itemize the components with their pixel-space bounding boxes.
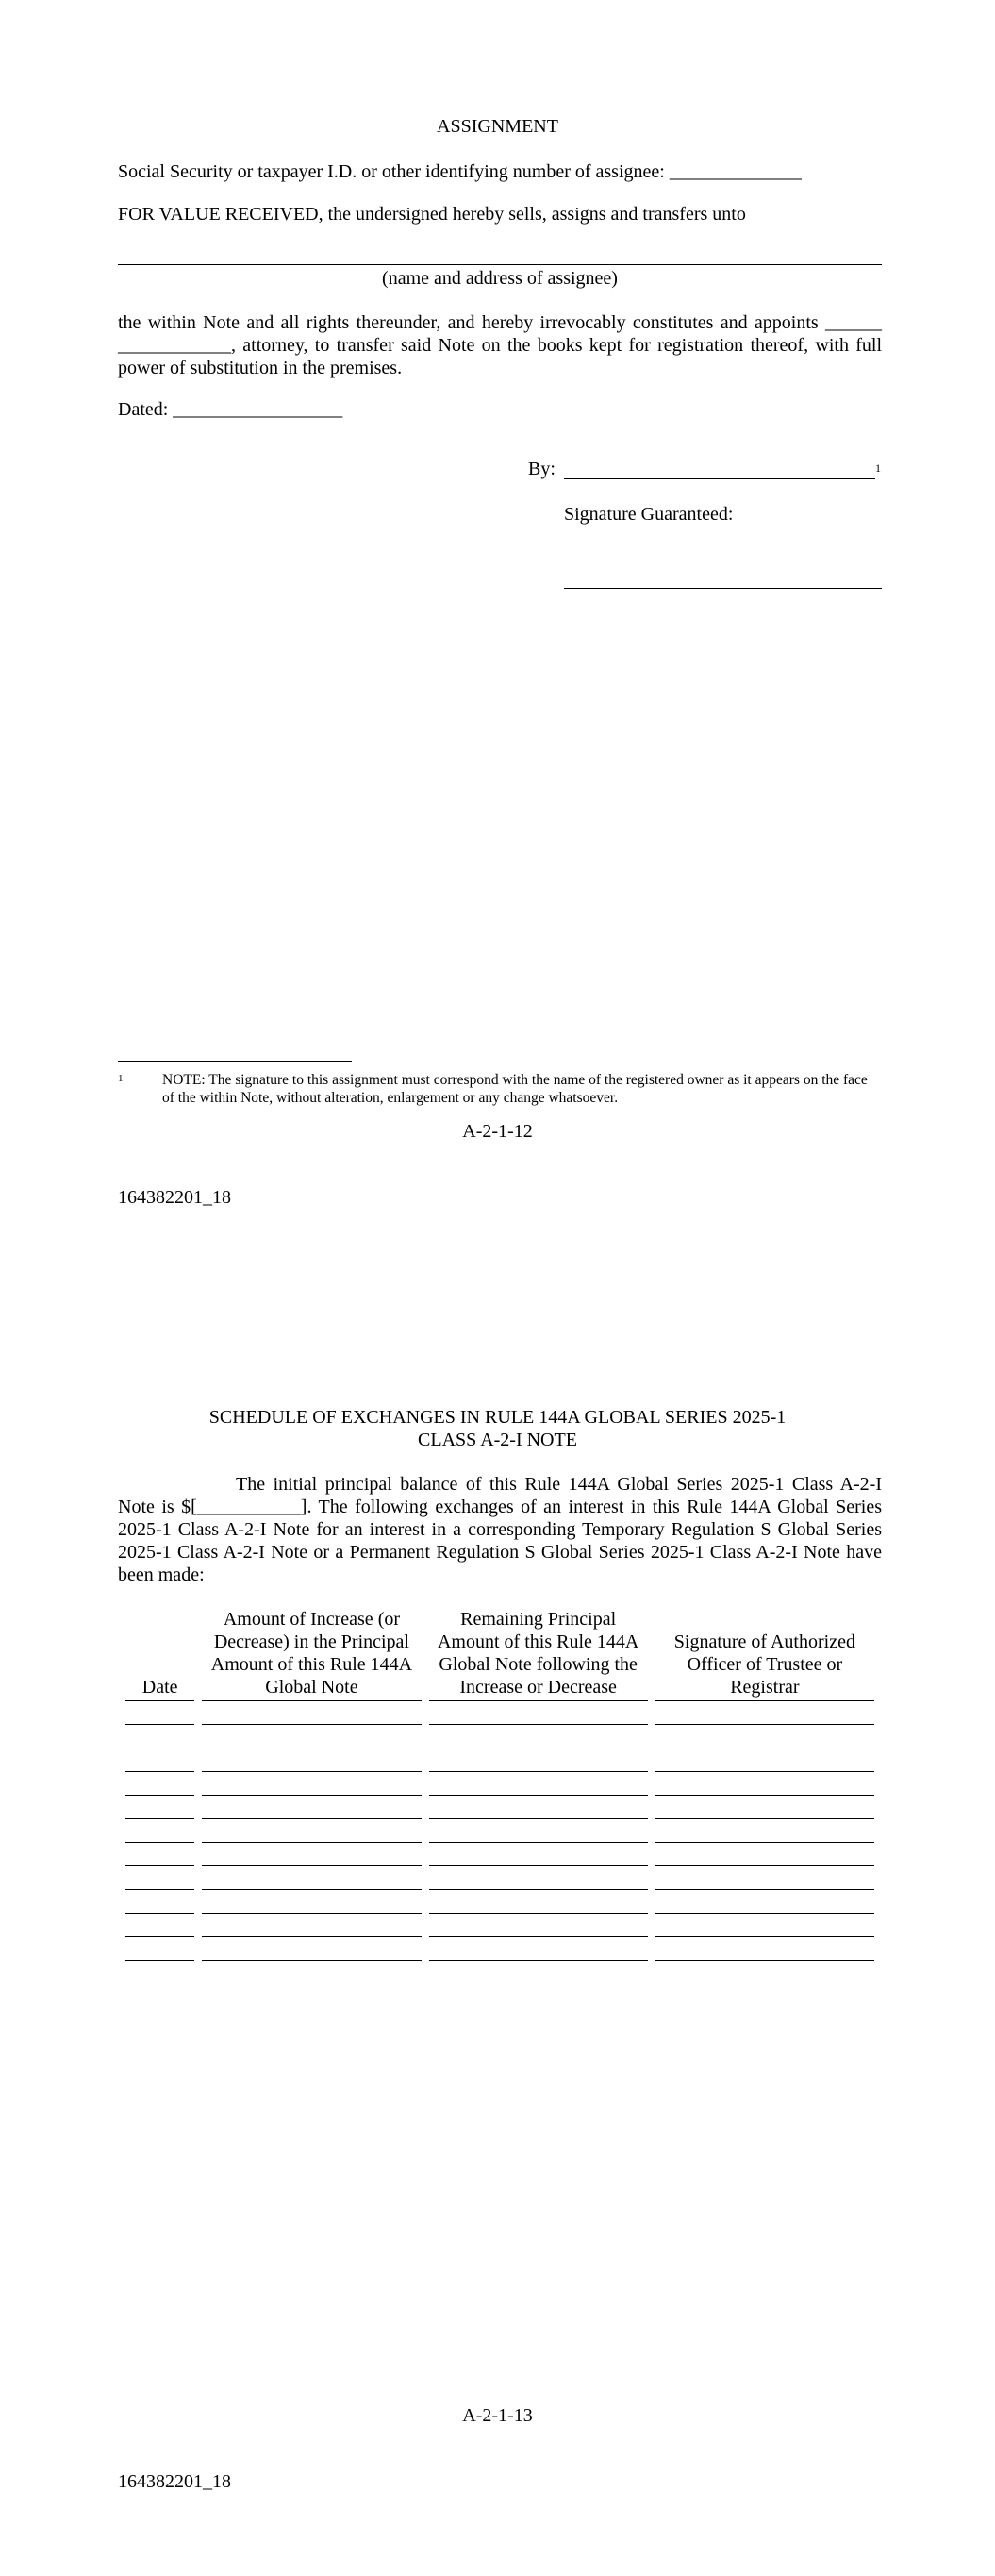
cell-date [125, 1914, 194, 1937]
cell-date [125, 1748, 194, 1772]
page-number: A-2-1-13 [462, 2405, 533, 2426]
schedule-title: SCHEDULE OF EXCHANGES IN RULE 144A GLOBAL SERIES 2025-1 [208, 1407, 787, 1428]
schedule-subtitle: CLASS A-2-I NOTE [418, 1430, 577, 1450]
cell-amount-change [202, 1819, 421, 1843]
exchanges-table [118, 1608, 882, 1961]
dated-line: Dated: __________________ [118, 399, 343, 420]
cell-remaining-principal [429, 1748, 648, 1772]
document-id: 164382201_18 [118, 2471, 231, 2492]
assignment-body: the within Note and all rights thereunder, and hereby irrevocably constitutes and appoints ______ ____________, attorney, to transfer said Note on the books kept for registration thereof, with full power of substitution in the premises. [118, 312, 882, 378]
cell-amount-change [202, 1772, 421, 1796]
header-date: Date [125, 1608, 194, 1701]
cell-amount-change [202, 1866, 421, 1890]
value-received-line: FOR VALUE RECEIVED, the undersigned hereby sells, assigns and transfers unto [118, 204, 746, 225]
cell-signature [655, 1701, 874, 1725]
cell-signature [655, 1748, 874, 1772]
footnote-text: NOTE: The signature to this assignment must correspond with the name of the registered owner as it appears on the face of the within Note, without alteration, enlargement or any change whatsoever. [162, 1072, 868, 1106]
cell-amount-change [202, 1748, 421, 1772]
cell-signature [655, 1843, 874, 1866]
footnote-number: 1 [118, 1073, 124, 1084]
ssn-line: Social Security or taxpayer I.D. or other identifying number of assignee: ______________ [118, 161, 802, 182]
table-row [125, 1819, 874, 1843]
table-row [125, 1914, 874, 1937]
footnote-reference: 1 [875, 461, 881, 475]
cell-remaining-principal [429, 1843, 648, 1866]
table-row [125, 1843, 874, 1866]
signature-guaranteed-label: Signature Guaranteed: [564, 504, 734, 525]
cell-signature [655, 1772, 874, 1796]
schedule-intro: The initial principal balance of this Rule 144A Global Series 2025-1 Class A-2-I Note is $[___________]. The following exchanges of an interest in this Rule 144A Global Series 2025-1 Class A-2-I Note for an interest in a corresponding Temporary Regulation S Global Series 2025-1 Class A-2-I Note or a Permanent Regulation S Global Series 2025-1 Class A-2-I Note have been made: [118, 1474, 882, 1585]
assignee-caption: (name and address of assignee) [382, 268, 618, 289]
header-signature: Signature of Authorized Officer of Trustee or Registrar [655, 1608, 874, 1701]
table-header-row [125, 1608, 874, 1701]
document-id: 164382201_18 [118, 1187, 231, 1208]
cell-remaining-principal [429, 1866, 648, 1890]
cell-amount-change [202, 1914, 421, 1937]
header-amount-change: Amount of Increase (or Decrease) in the Principal Amount of this Rule 144A Global Note [202, 1608, 421, 1701]
page-number: A-2-1-12 [462, 1121, 533, 1142]
table-row [125, 1725, 874, 1748]
cell-amount-change [202, 1725, 421, 1748]
cell-signature [655, 1937, 874, 1961]
cell-remaining-principal [429, 1796, 648, 1819]
cell-date [125, 1796, 194, 1819]
cell-remaining-principal [429, 1890, 648, 1914]
cell-amount-change [202, 1890, 421, 1914]
cell-date [125, 1701, 194, 1725]
cell-signature [655, 1866, 874, 1890]
table-row [125, 1890, 874, 1914]
header-remaining-principal: Remaining Principal Amount of this Rule 144A Global Note following the Increase or Decrease [429, 1608, 648, 1701]
cell-signature [655, 1725, 874, 1748]
cell-date [125, 1890, 194, 1914]
table-row [125, 1748, 874, 1772]
table-row [125, 1866, 874, 1890]
cell-remaining-principal [429, 1914, 648, 1937]
cell-date [125, 1725, 194, 1748]
table-row [125, 1772, 874, 1796]
table-row [125, 1701, 874, 1725]
by-signature-rule [564, 478, 875, 479]
cell-amount-change [202, 1796, 421, 1819]
footnote-separator [118, 1061, 352, 1062]
by-label: By: [528, 459, 556, 479]
cell-signature [655, 1796, 874, 1819]
cell-remaining-principal [429, 1701, 648, 1725]
cell-date [125, 1819, 194, 1843]
assignment-title: ASSIGNMENT [437, 116, 558, 137]
cell-date [125, 1937, 194, 1961]
cell-amount-change [202, 1937, 421, 1961]
cell-signature [655, 1819, 874, 1843]
table-row [125, 1937, 874, 1961]
cell-signature [655, 1890, 874, 1914]
table-row [125, 1796, 874, 1819]
cell-amount-change [202, 1701, 421, 1725]
cell-remaining-principal [429, 1772, 648, 1796]
guarantor-signature-rule [564, 588, 882, 589]
cell-date [125, 1866, 194, 1890]
assignee-rule [118, 264, 882, 265]
cell-remaining-principal [429, 1819, 648, 1843]
cell-amount-change [202, 1843, 421, 1866]
cell-signature [655, 1914, 874, 1937]
cell-remaining-principal [429, 1725, 648, 1748]
cell-date [125, 1772, 194, 1796]
cell-remaining-principal [429, 1937, 648, 1961]
cell-date [125, 1843, 194, 1866]
